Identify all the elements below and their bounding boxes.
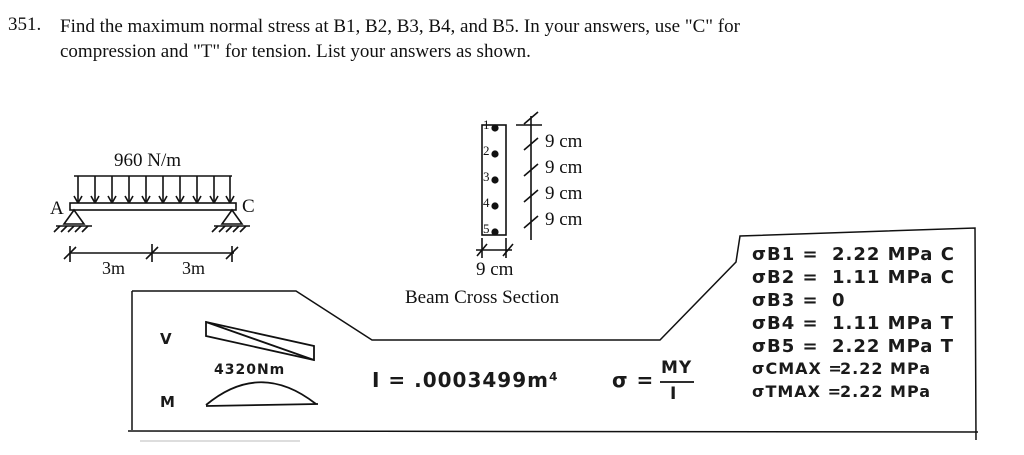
stress-formula-numerator: MY [661,358,693,378]
answer-b5-label: σB5 = [752,336,819,357]
answer-b2 [752,267,955,290]
point-label-5: 5 [483,221,490,236]
answer-tmax [752,382,932,405]
answer-cmax [752,359,932,382]
answer-b2-label: σB2 = [752,267,819,288]
cross-section-caption: Beam Cross Section [405,287,560,308]
support-a-label: A [50,198,64,219]
moment-diagram [206,382,318,406]
point-label-3: 3 [483,169,490,184]
moment-value: 4320Nm [214,362,286,378]
point-label-1: 1 [483,117,490,132]
support-c-label: C [242,196,255,217]
moment-label: M [160,393,176,411]
width-label: 9 cm [476,259,514,280]
answer-list [752,244,955,405]
question-line-1: Find the maximum normal stress at B1, B2, B3, B4, and B5. In your answers, use "C" for [60,16,740,37]
point-b2 [492,151,498,157]
point-b3 [492,177,498,183]
spacing-label-4: 9 cm [545,209,583,230]
answer-cmax-label: σCMAX = [752,359,843,378]
span-left-label: 3m [102,258,126,278]
span-right-label: 3m [182,258,206,278]
answer-cmax-value: 2.22 MPa [840,359,932,378]
answer-b5 [752,336,954,359]
answer-tmax-value: 2.22 MPa [840,382,932,401]
beam-diagram [54,176,250,262]
shear-diagram [206,322,314,360]
spacing-label-1: 9 cm [545,131,583,152]
answer-b3-label: σB3 = [752,290,819,311]
point-label-2: 2 [483,143,490,158]
answer-tmax-label: σTMAX = [752,382,842,401]
answer-b4 [752,313,954,336]
question-number: 351. [8,14,42,35]
support-c [222,210,242,224]
point-b1 [492,125,498,131]
spacing-label-3: 9 cm [545,183,583,204]
answer-b1-value: 2.22 MPa C [832,244,955,265]
answer-b3 [752,290,846,313]
answer-b5-value: 2.22 MPa T [832,336,954,357]
answer-b1 [752,244,955,267]
shear-label: V [160,330,173,348]
point-b4 [492,203,498,209]
question-line-2: compression and "T" for tension. List your answers as shown. [60,41,531,62]
stress-formula-lhs: σ = [612,368,655,392]
point-label-4: 4 [483,195,490,210]
answer-b4-label: σB4 = [752,313,819,334]
point-b5 [492,229,498,235]
spacing-label-2: 9 cm [545,157,583,178]
beam [70,203,236,210]
load-label: 960 N/m [114,150,182,171]
answer-b3-value: 0 [832,290,846,311]
inertia-value: I = .0003499m⁴ [372,368,559,392]
stress-formula-denominator: I [670,384,678,404]
answer-b4-value: 1.11 MPa T [832,313,954,334]
distributed-load-arrows [74,176,234,203]
support-a [64,210,84,224]
answer-b1-label: σB1 = [752,244,819,265]
answer-b2-value: 1.11 MPa C [832,267,955,288]
